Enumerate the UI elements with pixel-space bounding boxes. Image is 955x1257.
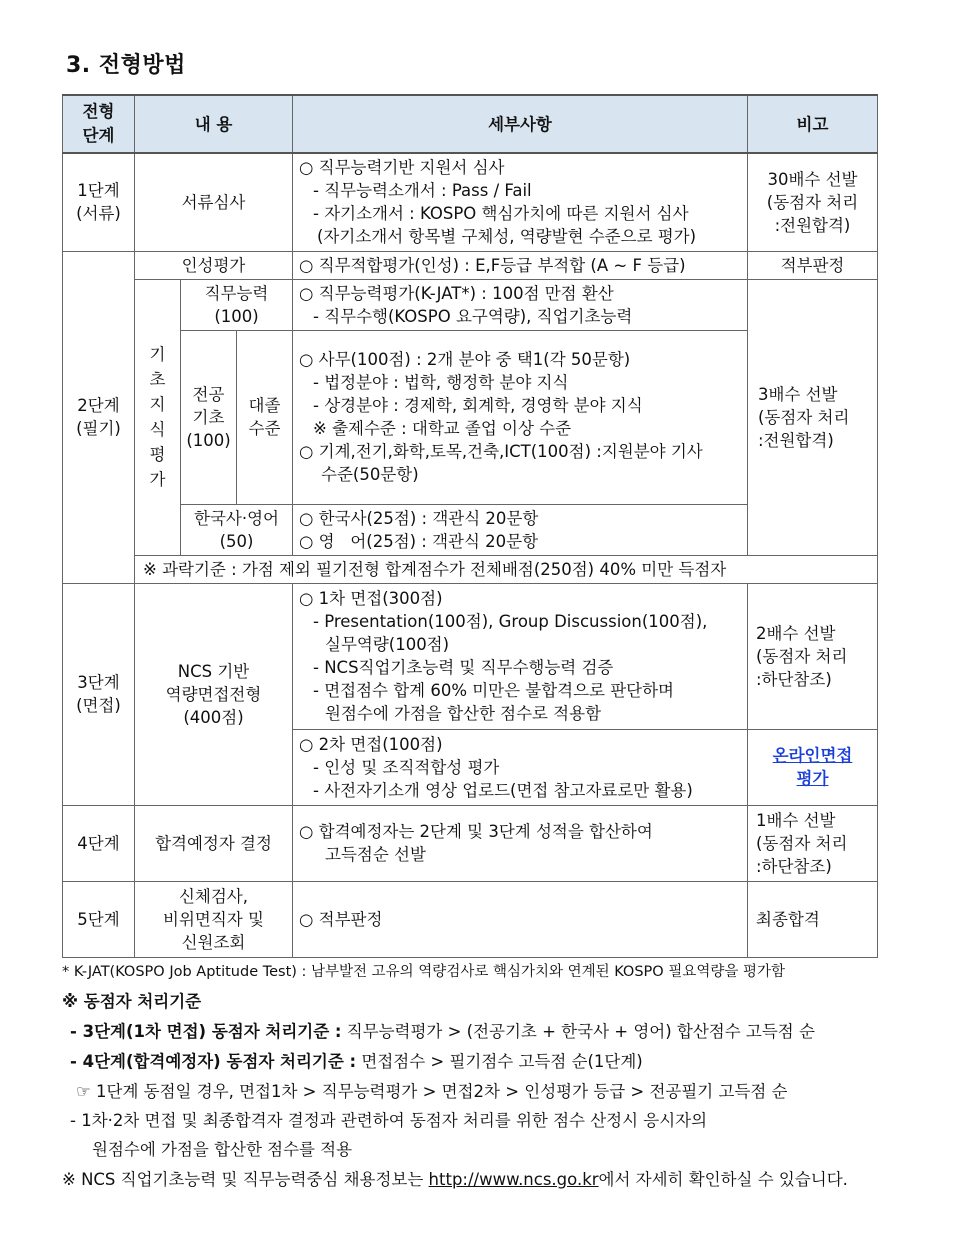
- detail-line: ○ 영 어(25점) : 객관식 20문항: [299, 531, 539, 551]
- detail-line: - 인성 및 조직적합성 평가: [313, 757, 500, 777]
- personality-detail: ○ 직무적합평가(인성) : E,F등급 부적합 (A ~ F 등급): [293, 251, 748, 279]
- detail-line: ※ 출제수준 : 대학교 졸업 이상 수준: [313, 419, 572, 438]
- ncs-info-text: ※ NCS 직업기초능력 및 직무능력중심 채용정보는: [62, 1170, 429, 1189]
- detail-line: - NCS직업기초능력 및 직무수행능력 검증: [313, 658, 614, 677]
- detail-line: 원점수에 가점을 합산한 점수로 적용함: [325, 704, 602, 723]
- detail-line: 고득점순 선발: [325, 845, 426, 864]
- detail-line: ○ 직무능력평가(K-JAT*) : 100점 만점 환산: [299, 283, 614, 303]
- interview-1-note: 2배수 선발 (동점자 처리 :하단참조): [748, 583, 878, 729]
- tie-extra-2: 원점수에 가점을 합산한 점수를 적용: [92, 1140, 353, 1159]
- stage-1: 1단계 (서류): [63, 153, 135, 251]
- stage-2: 2단계 (필기): [63, 251, 135, 583]
- stage-5-note: 최종합격: [748, 881, 878, 957]
- major-basic: 전공 기초 (100): [181, 330, 237, 504]
- stage-4-content: 합격예정자 결정: [135, 805, 293, 881]
- history-english: 한국사·영어 (50): [181, 504, 293, 555]
- stage-3: 3단계 (면접): [63, 583, 135, 805]
- personality-eval: 인성평가: [135, 251, 293, 279]
- header-content: 내 용: [135, 95, 293, 153]
- detail-line: - 자기소개서 : KOSPO 핵심가치에 따른 지원서 심사: [313, 204, 689, 224]
- ncs-link[interactable]: http://www.ncs.go.kr: [428, 1170, 599, 1189]
- tie-stage3-text: 직무능력평가 > (전공기초 + 한국사 + 영어) 합산점수 고득점 순: [341, 1022, 815, 1041]
- stage-4-detail: [293, 805, 748, 881]
- detail-line: - 직무수행(KOSPO 요구역량), 직업기초능력: [313, 306, 633, 326]
- ncs-info: [62, 1166, 848, 1190]
- stage-5: 5단계: [63, 881, 135, 957]
- tie-stage1: ☞ 1단계 동점일 경우, 면접1차 > 직무능력평가 > 면접2차 > 인성평가 등급 > 전공필기 고득점 순: [76, 1082, 788, 1101]
- stage-1-detail: [293, 153, 748, 251]
- detail-line: ○ 한국사(25점) : 객관식 20문항: [299, 508, 539, 528]
- kjat-footnote: * K-JAT(KOSPO Job Aptitude Test) : 남부발전 고유의 역량검사로 핵심가치와 연계된 KOSPO 필요역량을 평가함: [62, 964, 785, 980]
- header-note: 비고: [748, 95, 878, 153]
- online-interview-link[interactable]: [748, 729, 878, 805]
- major-detail: [293, 330, 748, 504]
- ncs-info-text-end: 에서 자세히 확인하실 수 있습니다.: [598, 1170, 848, 1189]
- detail-line: - Presentation(100점), Group Discussion(100점),: [313, 612, 708, 631]
- stage-3-content: NCS 기반 역량면접전형 (400점): [135, 583, 293, 805]
- stage-1-note: 30배수 선발 (동점자 처리 :전원합격): [748, 153, 878, 251]
- detail-line: ○ 합격예정자는 2단계 및 3단계 성적을 합산하여: [299, 822, 653, 841]
- section-title: 3. 전형방법: [66, 53, 186, 78]
- detail-line: 실무역량(100점): [325, 635, 450, 654]
- stage-4: 4단계: [63, 805, 135, 881]
- job-ability: 직무능력 (100): [181, 279, 293, 330]
- detail-line: - 상경분야 : 경제학, 회계학, 경영학 분야 지식: [313, 396, 643, 415]
- detail-line: - 사전자기소개 영상 업로드(면접 참고자료로만 활용): [313, 780, 693, 800]
- tie-title: ※ 동점자 처리기준: [62, 992, 202, 1011]
- header-detail: 세부사항: [293, 95, 748, 153]
- detail-line: ○ 1차 면접(300점): [299, 589, 443, 608]
- detail-line: - 법정분야 : 법학, 행정학 분야 지식: [313, 373, 569, 392]
- interview-1-detail: [293, 583, 748, 729]
- detail-line: - 면접점수 합계 60% 미만은 불합격으로 판단하며: [313, 681, 674, 700]
- interview-2-detail: [293, 729, 748, 805]
- detail-line: ○ 사무(100점) : 2개 분야 중 택1(각 50문항): [299, 350, 631, 369]
- basic-knowledge-eval: 기 초 지 식 평 가: [135, 279, 181, 555]
- stage-2-note: 3배수 선발 (동점자 처리 :전원합격): [748, 279, 878, 555]
- stage-1-content: 서류심사: [135, 153, 293, 251]
- detail-line: - 직무능력소개서 : Pass / Fail: [313, 181, 532, 201]
- stage-4-note: 1배수 선발 (동점자 처리 :하단참조): [748, 805, 878, 881]
- tie-extra-1: - 1차·2차 면접 및 최종합격자 결정과 관련하여 동점자 처리를 위한 점수 산정시 응시자의: [70, 1111, 708, 1130]
- detail-line: ○ 기계,전기,화학,토목,건축,ICT(100점) :지원분야 기사: [299, 442, 703, 461]
- online-interview-link-text[interactable]: 온라인면접 평가: [772, 746, 853, 788]
- tie-stage3-label: - 3단계(1차 면접) 동점자 처리기준 :: [70, 1022, 342, 1041]
- personality-note: 적부판정: [748, 251, 878, 279]
- major-level: 대졸 수준: [237, 330, 293, 504]
- tie-stage4-text: 면접점수 > 필기점수 고득점 순(1단계): [356, 1052, 643, 1071]
- detail-line: 수준(50문항): [321, 465, 419, 484]
- detail-line: ○ 2차 면접(100점): [299, 734, 443, 754]
- job-ability-detail: [293, 279, 748, 330]
- detail-line: ○ 직무능력기반 지원서 심사: [299, 158, 505, 178]
- stage-5-detail: ○ 적부판정: [293, 881, 748, 957]
- history-english-detail: [293, 504, 748, 555]
- detail-line: (자기소개서 항목별 구체성, 역량발현 수준으로 평가): [317, 227, 697, 247]
- stage-5-content: 신체검사, 비위면직자 및 신원조회: [135, 881, 293, 957]
- selection-table: [62, 94, 878, 958]
- cutoff-criteria: ※ 과락기준 : 가점 제외 필기전형 합계점수가 전체배점(250점) 40% 미만 득점자: [135, 555, 878, 583]
- tie-stage4-label: - 4단계(합격예정자) 동점자 처리기준 :: [70, 1052, 357, 1071]
- tie-stage3: [70, 1018, 815, 1042]
- header-stage: 전형 단계: [63, 95, 135, 153]
- tie-stage4: [70, 1048, 643, 1072]
